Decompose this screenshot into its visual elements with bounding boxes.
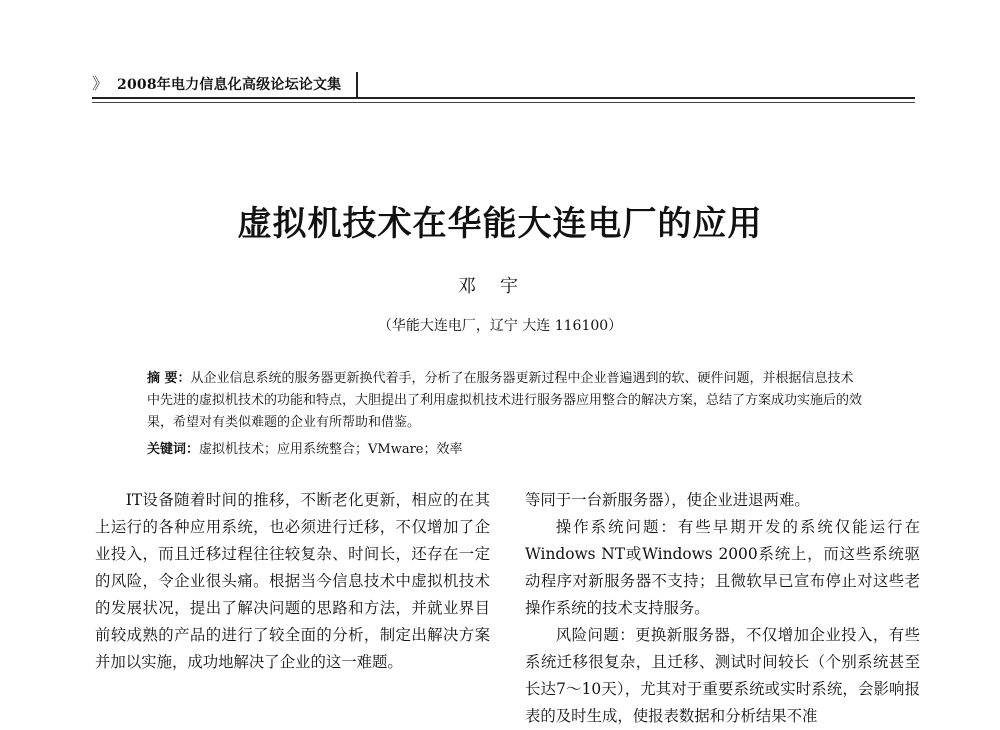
author-affiliation: （华能大连电厂，辽宁 大连 116100）	[377, 318, 623, 334]
body-column-left	[95, 487, 490, 676]
journal-logo-icon: 》	[92, 74, 109, 93]
body-paragraph: 等同于一台新服务器），使企业进退两难。	[525, 491, 810, 509]
journal-name: 2008年电力信息化高级论坛论文集	[117, 77, 342, 93]
body-column-right	[525, 487, 920, 730]
author-name: 邓宇	[458, 276, 542, 297]
running-header	[92, 74, 915, 108]
abstract-text: 从企业信息系统的服务器更新换代着手，分析了在服务器更新过程中企业普遍遇到的软、硬件问题，并根据信息技术中先进的虚拟机技术的功能和特点，大胆提出了利用虚拟机技术进行服务器应用整合的解决方案，总结了方案成功实施后的效果，希望对有类似难题的企业有所帮助和借鉴。	[147, 371, 863, 430]
body-paragraph: 操作系统问题：有些早期开发的系统仅能运行在Windows NT或Windows 2000系统上，而这些系统驱动程序对新服务器不支持；且微软早已宣布停止对这些老操作系统的技术支持服务。	[525, 518, 920, 617]
header-rule-thin	[92, 102, 915, 103]
keywords-text: 虚拟机技术；应用系统整合；VMware；效率	[199, 442, 463, 457]
keywords-label: 关键词：	[147, 442, 200, 457]
paper-title: 虚拟机技术在华能大连电厂的应用	[237, 204, 763, 244]
abstract	[147, 368, 862, 434]
keywords	[147, 439, 862, 461]
header-rule-thick	[92, 97, 915, 99]
abstract-label: 摘 要：	[147, 371, 191, 386]
body-paragraph: 风险问题：更换新服务器，不仅增加企业投入，有些系统迁移很复杂，且迁移、测试时间较长（个别系统甚至长达7～10天），尤其对于重要系统或实时系统，会影响报表的及时生成，使报表数据和分析结果不准	[525, 626, 920, 725]
body-paragraph: IT设备随着时间的推移，不断老化更新，相应的在其上运行的各种应用系统，也必须进行迁移，不仅增加了企业投入，而且迁移过程往往较复杂、时间长，还存在一定的风险，令企业很头痛。根据当今信息技术中虚拟机技术的发展状况，提出了解决问题的思路和方法，并就业界目前较成熟的产品的进行了较全面的分析，制定出解决方案并加以实施，成功地解决了企业的这一难题。	[95, 491, 490, 671]
